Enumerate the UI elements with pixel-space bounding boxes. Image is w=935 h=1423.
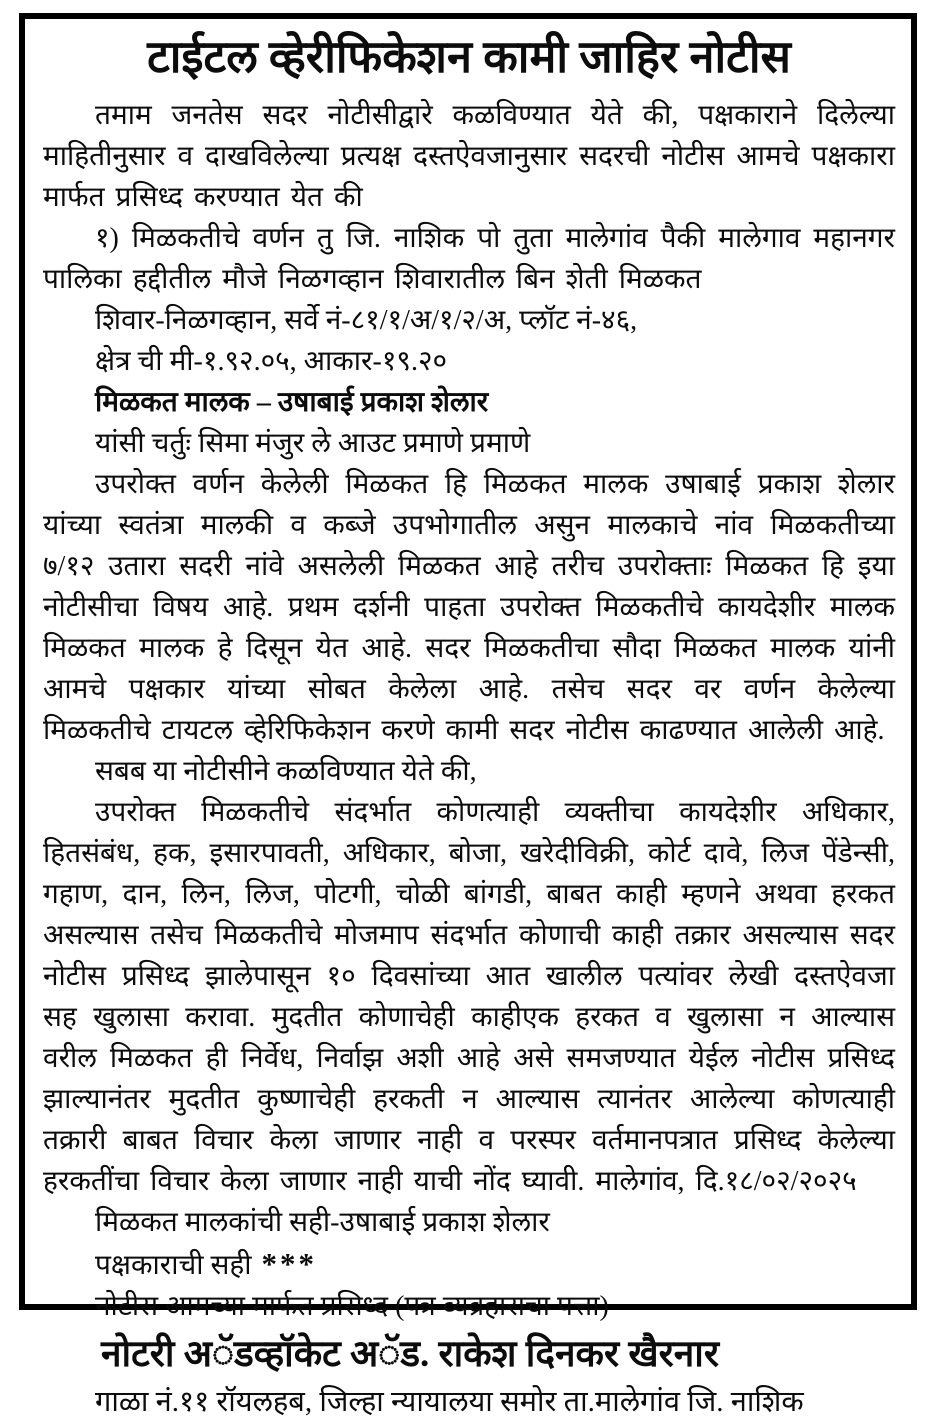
notice-border-frame <box>19 13 917 1419</box>
party-signature-label: पक्षकाराची सही <box>95 1250 252 1282</box>
boundary-line: यांसी चर्तुः सिमा मंजुर ले आउट प्रमाणे प्रमाणे <box>95 428 531 460</box>
property-owner-line: मिळकत मालक – उषाबाई प्रकाश शेलार <box>95 387 489 419</box>
property-description-paragraph: १) मिळकतीचे वर्णन तु जि. नाशिक पो तुता मालेगांव पैकी मालेगाव महानगर पालिका हद्दीतील मौजे निळगव्हान शिवारातील बिन शेती मिळकत <box>43 223 895 296</box>
ownership-paragraph: उपरोक्त वर्णन केलेली मिळकत हि मिळकत मालक उषाबाई प्रकाश शेलार यांच्या स्वतंत्रा मालकी व कब्जे उपभोगातील असुन मालकाचे नांव मिळकतीच्या ७/१२ उतारा सदरी नांवे असलेली मिळकत आहे तरीच उपरोक्ताः मिळकत हि इया नोटीसीचा विषय आहे. प्रथम दर्शनी पाहता उपरोक्त मिळकतीचे कायदेशीर मालक मिळकत मालक हे दिसून येत आहे. सदर मिळकतीचा सौदा मिळकत मालक यांनी आमचे पक्षकार यांच्या सोबत केलेला आहे. तसेच सदर वर वर्णन केलेल्या मिळकतीचे टायटल व्हेरिफिकेशन करणे कामी सदर नोटीस काढण्यात आलेली आहे. <box>43 469 895 747</box>
notary-address-line: गाळा नं.११ रॉयलहब, जिल्हा न्यायालया समोर ता.मालेगांव जि. नाशिक <box>95 1386 804 1419</box>
owner-signature-line: मिळकत मालकांची सही-उषाबाई प्रकाश शेलार <box>95 1207 550 1239</box>
notary-name-line: नोटरी अॅडव्हॉकेट अॅड. राकेश दिनकर खैरनार <box>101 1334 720 1376</box>
party-signature-line <box>43 1243 895 1286</box>
intro-paragraph: तमाम जनतेस सदर नोटीसीद्वारे कळविण्यात येते की, पक्षकाराने दिलेल्या माहितीनुसार व दाखविलेल्या प्रत्यक्ष दस्तऐवजानुसार सदरची नोटीस आमचे पक्षकारा मार्फत प्रसिध्द करण्यात येत की <box>43 100 895 214</box>
sabab-line: सबब या नोटीसीने कळविण्यात येते की, <box>95 756 477 788</box>
objection-paragraph: उपरोक्त मिळकतीचे संदर्भात कोणत्याही व्यक्तीचा कायदेशीर अधिकार, हितसंबंध, हक, इसारपावती, अधिकार, बोजा, खरेदीविक्री, कोर्ट दावे, लिज पेंडेन्सी, गहाण, दान, लिन, लिज, पोटगी, चोळी बांगडी, बाबत काही म्हणने अथवा हरकत असल्यास तसेच मिळकतीचे मोजमाप संदर्भात कोणाची काही तक्रार असल्यास सदर नोटीस प्रसिध्द झालेपासून १० दिवसांच्या आत खालील पत्यांवर लेखी दस्तऐवजा सह खुलासा करावा. मुदतीत कोणाचेही काहीएक हरकत व खुलासा न आल्यास वरील मिळकत ही निर्वेध, निर्वाझ अशी आहे असे समजण्यात येईल नोटीस प्रसिध्द झाल्यानंतर मुदतीत कुष्णाचेही हरकती न आल्यास त्यानंतर आलेल्या कोणत्याही तक्रारी बाबत विचार केला जाणार नाही व परस्पर वर्तमानपत्रात प्रसिध्द केलेल्या हरकतींचा विचार केला जाणार नाही याची नोंद घ्यावी. मालेगांव, दि.१८/०२/२०२५ <box>43 797 895 1198</box>
area-line: क्षेत्र ची मी-१.९२.०५, आकार-१९.२० <box>95 346 448 378</box>
notice-title: टाईटल व्हेरीफिकेशन कामी जाहिर नोटीस <box>147 32 791 82</box>
survey-number-line: शिवार-निळगव्हान, सर्वे नं-८१/१/अ/१/२/अ, प्लॉट नं-४६, <box>95 305 638 337</box>
party-signature-mark: *** <box>261 1246 318 1282</box>
publisher-line: नोटीस आमच्या मार्फत प्रसिध्द (पत्र व्यव्रहाराचा पत्ता) <box>95 1291 609 1323</box>
